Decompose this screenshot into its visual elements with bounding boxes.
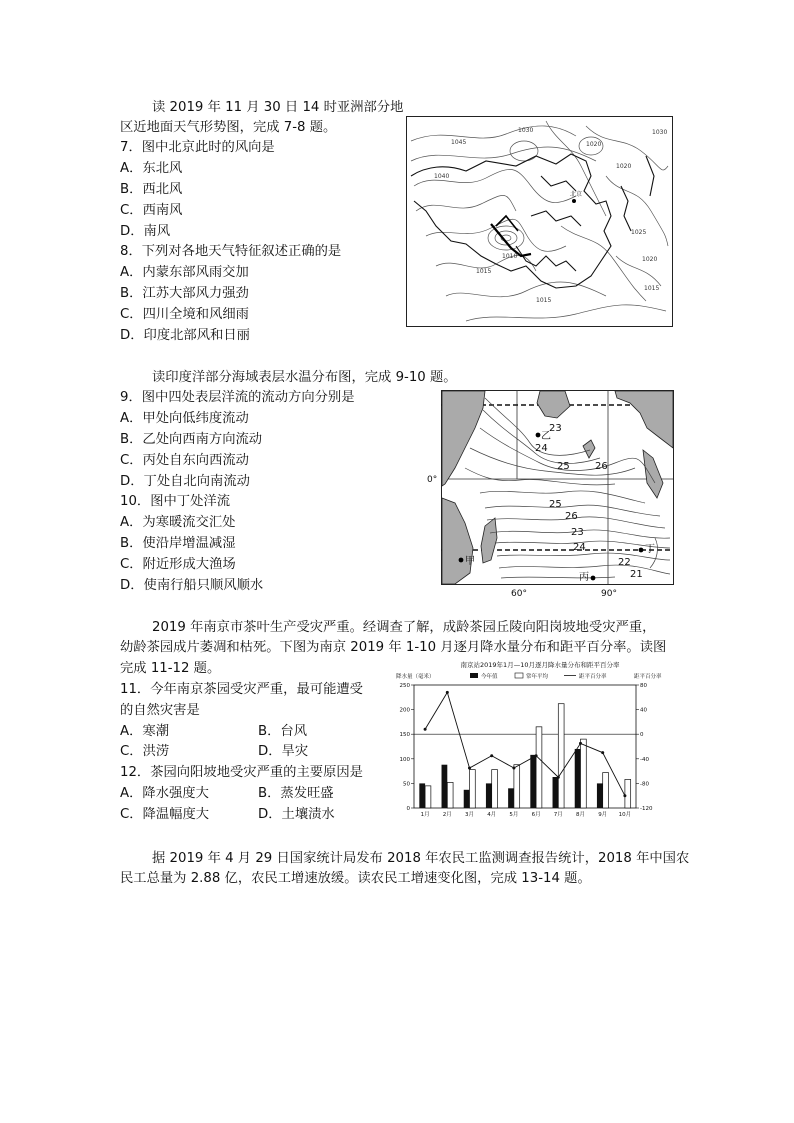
- chart-ylabel: 降水量（毫米）: [396, 674, 435, 680]
- bar-current-year: [530, 755, 536, 808]
- q11-option-b: B．台风: [258, 724, 308, 739]
- y-tick-label: 50: [403, 781, 410, 788]
- city-label-beijing: 北京: [570, 191, 583, 198]
- q10-option-b: B．使沿岸增温减湿: [120, 536, 236, 551]
- isobar-label: 1010: [502, 253, 518, 260]
- q9-option-d: D．丁处自北向南流动: [120, 474, 250, 489]
- legend-swatch-current: [470, 673, 478, 678]
- q8-option-c: C．四川全境和风细雨: [120, 307, 249, 322]
- point-label-bing: 丙: [579, 572, 589, 583]
- section1-intro-line2: 区近地面天气形势图，完成 7-8 题。: [120, 120, 337, 135]
- isobar-label: 1015: [536, 297, 552, 304]
- isobar-label: 1030: [518, 127, 534, 134]
- section3-intro-line3: 完成 11-12 题。: [120, 661, 221, 676]
- isotherm-label: 22: [618, 557, 631, 568]
- q8-option-d: D．印度北部风和日丽: [120, 328, 250, 343]
- q12-option-a: A．降水强度大: [120, 786, 209, 801]
- point-anomaly-percent: [623, 794, 626, 797]
- y2-tick-label: -120: [640, 806, 653, 812]
- bar-current-year: [597, 783, 603, 808]
- y2-tick-label: -40: [640, 756, 649, 763]
- q8-stem: 8．下列对各地天气特征叙述正确的是: [120, 244, 342, 259]
- q8-option-b: B．江苏大部风力强劲: [120, 286, 249, 301]
- x-tick-label: 6月: [531, 812, 541, 818]
- ocean-temperature-map: [425, 388, 675, 600]
- q10-stem: 10．图中丁处洋流: [120, 494, 230, 509]
- legend-label-average: 常年平均: [526, 674, 549, 680]
- x-tick-label: 10月: [618, 812, 632, 818]
- isotherm-label: 23: [571, 527, 584, 538]
- q10-option-c: C．附近形成大渔场: [120, 557, 236, 572]
- q11-stem-line2: 的自然灾害是: [120, 703, 200, 718]
- bar-normal-average: [581, 739, 587, 808]
- point-anomaly-percent: [490, 754, 493, 757]
- q9-option-a: A．甲处向低纬度流动: [120, 411, 249, 426]
- bar-current-year: [464, 790, 470, 808]
- isobar-label: 1015: [476, 268, 492, 275]
- section3-intro-line1: 2019 年南京市茶叶生产受灾严重。经调查了解，成龄茶园丘陵向阳岗坡地受灾严重，: [152, 620, 656, 635]
- q11-option-d: D．旱灾: [258, 744, 309, 759]
- y2-tick-label: 0: [640, 732, 644, 739]
- longitude-label-60: 60°: [511, 589, 527, 599]
- bar-current-year: [442, 765, 448, 808]
- bar-normal-average: [558, 704, 564, 808]
- point-anomaly-percent: [601, 751, 604, 754]
- q12-option-d: D．土壤渍水: [258, 807, 335, 822]
- x-tick-label: 7月: [553, 812, 563, 818]
- isobar-label: 1040: [434, 173, 450, 180]
- bar-normal-average: [447, 782, 453, 808]
- precipitation-chart: [392, 658, 670, 824]
- point-anomaly-percent: [557, 776, 560, 779]
- point-anomaly-percent: [579, 742, 582, 745]
- isotherm-label: 21: [630, 569, 643, 580]
- x-tick-label: 9月: [598, 812, 608, 818]
- x-tick-label: 1月: [420, 812, 430, 818]
- bar-normal-average: [625, 779, 631, 808]
- isotherm-label: 23: [549, 423, 562, 434]
- q7-option-c: C．西南风: [120, 203, 183, 218]
- isobar-label: 1045: [451, 139, 467, 146]
- legend-label-current: 今年值: [481, 674, 498, 680]
- chart-title: 南京站2019年1月—10月逐月降水量分布和距平百分率: [460, 661, 620, 669]
- y-tick-label: 100: [399, 756, 410, 763]
- isotherm-label: 24: [573, 542, 586, 553]
- q11-stem-line1: 11．今年南京茶园受灾严重，最可能遭受: [120, 682, 363, 697]
- q10-option-d: D．使南行船只顺风顺水: [120, 578, 264, 593]
- longitude-label-90: 90°: [601, 589, 617, 599]
- weather-map: [406, 116, 673, 327]
- point-anomaly-percent: [424, 728, 427, 731]
- q12-option-b: B．蒸发旺盛: [258, 786, 334, 801]
- point-anomaly-percent: [468, 767, 471, 770]
- section1-intro-line1: 读 2019 年 11 月 30 日 14 时亚洲部分地: [152, 100, 404, 115]
- q9-stem: 9．图中四处表层洋流的流动方向分别是: [120, 390, 355, 405]
- isobar-label: 1020: [642, 256, 658, 263]
- section2-intro: 读印度洋部分海域表层水温分布图，完成 9-10 题。: [152, 370, 457, 385]
- point-anomaly-percent: [446, 691, 449, 694]
- y2-tick-label: 40: [640, 707, 647, 714]
- x-tick-label: 4月: [487, 812, 497, 818]
- x-tick-label: 2月: [442, 812, 452, 818]
- q9-option-b: B．乙处向西南方向流动: [120, 432, 263, 447]
- x-tick-label: 8月: [576, 812, 585, 818]
- q10-option-a: A．为寒暖流交汇处: [120, 515, 236, 530]
- bar-normal-average: [603, 773, 609, 808]
- isotherm-label: 26: [595, 461, 608, 472]
- bar-normal-average: [536, 727, 542, 808]
- chart-y2label: 距平百分率: [634, 674, 662, 680]
- isobar-label: 1025: [631, 229, 647, 236]
- bar-current-year: [486, 783, 492, 808]
- section4-line2: 民工总量为 2.88 亿，农民工增速放缓。读农民工增速变化图，完成 13-14 题。: [120, 871, 591, 886]
- isotherm-label: 25: [557, 461, 570, 472]
- bar-current-year: [575, 749, 581, 808]
- legend-swatch-average: [515, 673, 523, 678]
- q8-option-a: A．内蒙东部风雨交加: [120, 265, 249, 280]
- point-anomaly-percent: [512, 767, 515, 770]
- latitude-label: 0°: [427, 475, 438, 485]
- y-tick-label: 150: [399, 732, 410, 739]
- section4-line1: 据 2019 年 4 月 29 日国家统计局发布 2018 年农民工监测调查报告统计，2018 年中国农: [152, 851, 690, 866]
- q11-option-a: A．寒潮: [120, 724, 169, 739]
- isobar-label: 1020: [616, 163, 632, 170]
- bar-normal-average: [514, 765, 520, 808]
- q12-stem: 12．茶园向阳坡地受灾严重的主要原因是: [120, 765, 363, 780]
- bar-current-year: [508, 788, 514, 808]
- x-tick-label: 5月: [509, 812, 519, 818]
- x-tick-label: 3月: [465, 812, 474, 818]
- q12-option-c: C．降温幅度大: [120, 807, 210, 822]
- q7-option-d: D．南风: [120, 224, 171, 239]
- bar-current-year: [419, 783, 425, 808]
- y2-tick-label: 80: [640, 683, 647, 689]
- bar-normal-average: [470, 770, 476, 808]
- q7-option-b: B．西北风: [120, 182, 183, 197]
- point-label-yi: 乙: [541, 431, 551, 442]
- isobar-label: 1015: [644, 285, 660, 292]
- y2-tick-label: -80: [640, 781, 649, 788]
- line-anomaly-percent: [425, 692, 625, 795]
- y-tick-label: 250: [399, 683, 410, 689]
- y-tick-label: 0: [406, 806, 410, 812]
- isotherm-label: 25: [549, 499, 562, 510]
- point-anomaly-percent: [535, 754, 538, 757]
- legend-label-anomaly: 距平百分率: [579, 674, 607, 680]
- isotherm-label: 24: [535, 443, 548, 454]
- q7-stem: 7．图中北京此时的风向是: [120, 140, 275, 155]
- isobar-label: 1020: [586, 141, 602, 148]
- bar-normal-average: [425, 786, 431, 808]
- chart-legend: [470, 672, 607, 680]
- bar-normal-average: [492, 770, 498, 808]
- point-label-jia: 甲: [465, 556, 475, 567]
- isobar-label: 1030: [652, 129, 668, 136]
- isotherm-label: 26: [565, 511, 578, 522]
- q7-option-a: A．东北风: [120, 161, 183, 176]
- point-label-ding: 丁: [645, 544, 655, 555]
- section3-intro-line2: 幼龄茶园成片萎凋和枯死。下图为南京 2019 年 1-10 月逐月降水量分布和距平百分率。读图: [120, 640, 667, 655]
- q11-option-c: C．洪涝: [120, 744, 170, 759]
- y-tick-label: 200: [399, 707, 410, 714]
- bar-current-year: [553, 777, 559, 808]
- q9-option-c: C．丙处自东向西流动: [120, 453, 249, 468]
